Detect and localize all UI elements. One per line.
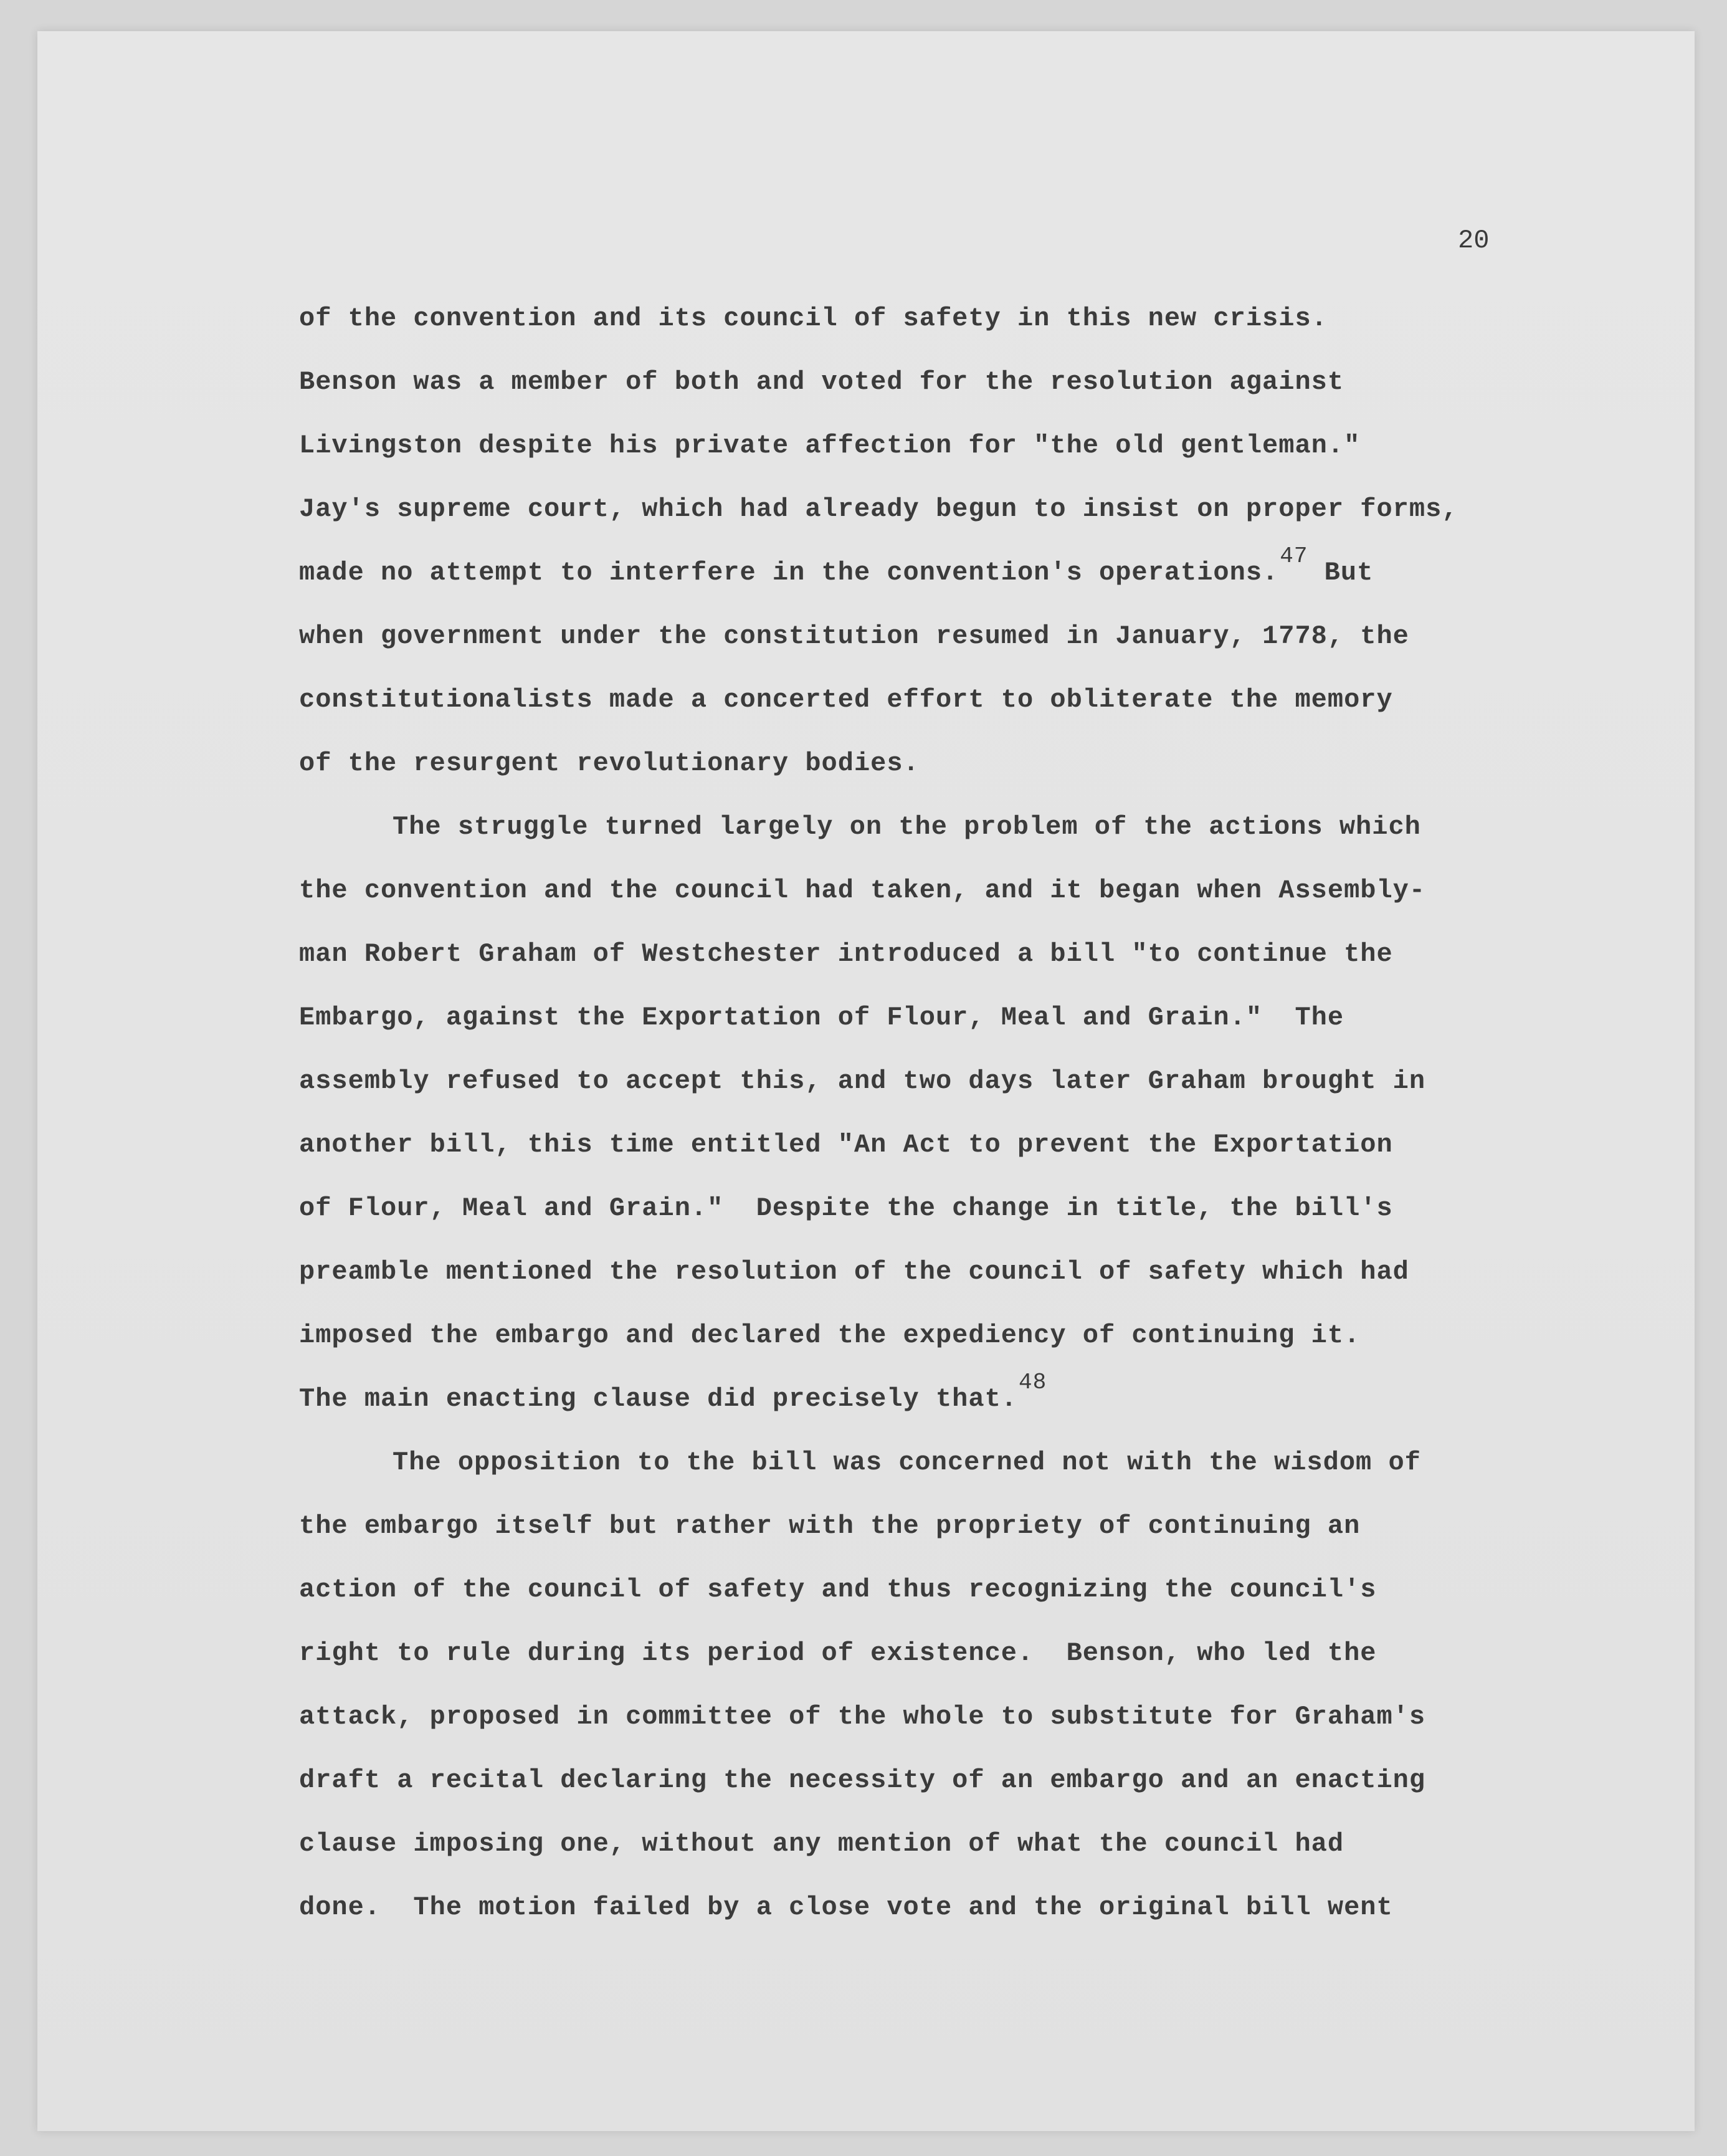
text-line: the embargo itself but rather with the propriety of continuing an: [299, 1511, 1361, 1541]
text-line: right to rule during its period of existence. Benson, who led the: [299, 1638, 1377, 1668]
text-line: The opposition to the bill was concerned not with the wisdom of: [392, 1448, 1421, 1477]
text-line: man Robert Graham of Westchester introduced a bill "to continue the: [299, 939, 1393, 969]
text-line: Benson was a member of both and voted for the resolution against: [299, 367, 1344, 397]
text-line-segment: made no attempt to interfere in the convention's operations.: [299, 558, 1279, 588]
body-text: [299, 287, 1626, 1939]
text-line-with-footnote: [299, 541, 1626, 604]
text-line: of Flour, Meal and Grain." Despite the change in title, the bill's: [299, 1193, 1393, 1223]
footnote-marker-47: 47: [1280, 543, 1308, 569]
paragraph-3: [299, 1431, 1626, 1939]
text-line: done. The motion failed by a close vote and the original bill went: [299, 1892, 1393, 1922]
page-number: 20: [1458, 226, 1490, 255]
text-line: preamble mentioned the resolution of the council of safety which had: [299, 1257, 1409, 1287]
text-line: assembly refused to accept this, and two days later Graham brought in: [299, 1066, 1426, 1096]
text-line: attack, proposed in committee of the whole to substitute for Graham's: [299, 1702, 1426, 1732]
text-line: Jay's supreme court, which had already begun to insist on proper forms,: [299, 494, 1458, 524]
text-line: imposed the embargo and declared the expediency of continuing it.: [299, 1320, 1361, 1350]
paragraph-1: [299, 287, 1626, 795]
footnote-marker-48: 48: [1018, 1370, 1047, 1395]
text-line: another bill, this time entitled "An Act to prevent the Exportation: [299, 1130, 1393, 1160]
text-line: The struggle turned largely on the problem of the actions which: [392, 812, 1421, 842]
text-line-with-footnote: [299, 1367, 1626, 1431]
text-line-segment: The main enacting clause did precisely that.: [299, 1384, 1017, 1414]
text-line: when government under the constitution resumed in January, 1778, the: [299, 621, 1409, 651]
text-line: Livingston despite his private affection for "the old gentleman.": [299, 431, 1361, 460]
text-line: the convention and the council had taken, and it began when Assembly-: [299, 875, 1426, 905]
paragraph-2: [299, 795, 1626, 1431]
typescript-sheet: [37, 31, 1695, 2131]
text-line: action of the council of safety and thus recognizing the council's: [299, 1575, 1377, 1605]
text-line: of the convention and its council of safety in this new crisis.: [299, 303, 1328, 333]
text-line: of the resurgent revolutionary bodies.: [299, 748, 920, 778]
text-line: Embargo, against the Exportation of Flour, Meal and Grain." The: [299, 1003, 1344, 1033]
text-line-segment: But: [1308, 558, 1374, 588]
text-line: draft a recital declaring the necessity of an embargo and an enacting: [299, 1765, 1426, 1795]
text-line: constitutionalists made a concerted effort to obliterate the memory: [299, 685, 1393, 715]
text-line: clause imposing one, without any mention of what the council had: [299, 1829, 1344, 1859]
